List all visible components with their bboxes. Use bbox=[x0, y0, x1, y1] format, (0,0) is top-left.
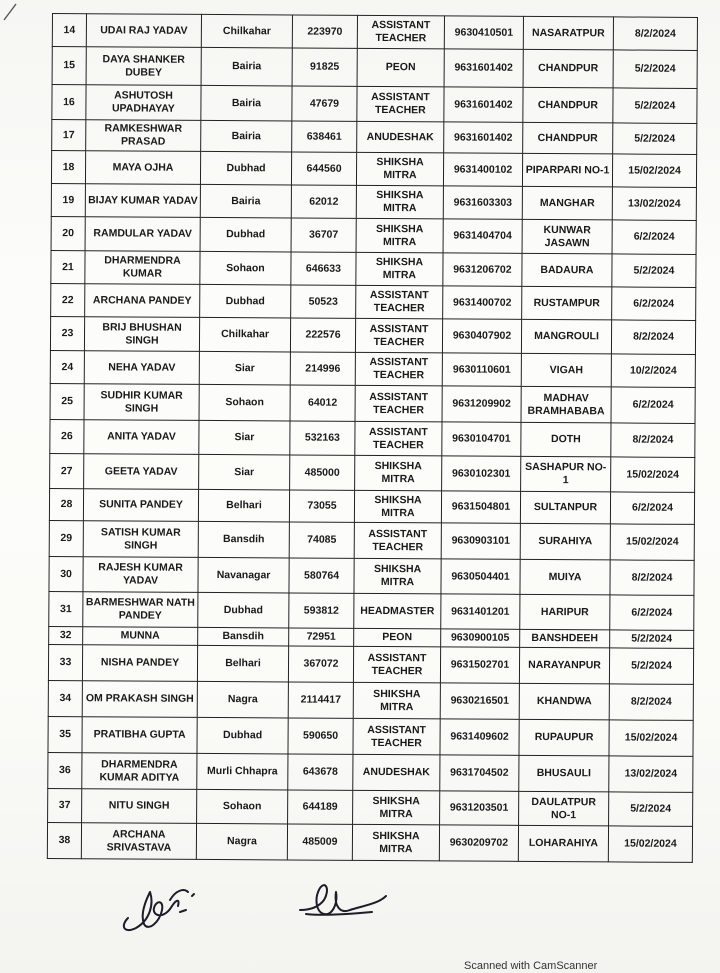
table-row bbox=[49, 591, 694, 630]
corner-pen-mark bbox=[2, 0, 24, 22]
mobile-number-cell: 9631601402 bbox=[444, 122, 523, 153]
school-name-cell: KUNWAR JASAWN bbox=[522, 219, 612, 254]
employee-name-cell: NISHA PANDEY bbox=[82, 645, 197, 682]
block-cell: Dubhad bbox=[197, 717, 288, 754]
block-cell: Murli Chhapra bbox=[197, 753, 288, 790]
date-cell: 10/2/2024 bbox=[611, 354, 695, 388]
post-cell: ANUDESHAK bbox=[357, 121, 444, 153]
block-cell: Chilkahar bbox=[199, 317, 290, 352]
date-cell: 13/02/2024 bbox=[609, 756, 693, 793]
post-cell: ASSISTANT TEACHER bbox=[353, 718, 440, 755]
mobile-number-cell: 9631404704 bbox=[443, 219, 522, 253]
school-name-cell: MANGROULI bbox=[521, 319, 611, 354]
employee-code-cell: 47679 bbox=[292, 86, 357, 121]
employee-code-cell: 590650 bbox=[288, 718, 353, 754]
employee-code-cell: 72951 bbox=[289, 628, 354, 646]
serial-number-cell: 22 bbox=[51, 283, 85, 316]
date-cell: 15/02/2024 bbox=[612, 154, 696, 188]
block-cell: Nagra bbox=[196, 823, 287, 860]
employee-code-cell: 73055 bbox=[289, 490, 354, 522]
table-row bbox=[52, 85, 697, 124]
employee-name-cell: ARCHANA SRIVASTAVA bbox=[81, 823, 196, 860]
employee-code-cell: 62012 bbox=[291, 185, 356, 218]
employee-code-cell: 532163 bbox=[290, 421, 355, 455]
mobile-number-cell: 9631601402 bbox=[444, 87, 523, 122]
employee-code-cell: 223970 bbox=[292, 15, 357, 48]
serial-number-cell: 17 bbox=[52, 120, 86, 151]
date-cell: 15/02/2024 bbox=[608, 826, 692, 863]
block-cell: Bansdih bbox=[198, 627, 289, 646]
serial-number-cell: 37 bbox=[48, 788, 82, 822]
school-name-cell: VIGAH bbox=[521, 353, 611, 387]
school-name-cell: MADHAV BRAMHABABA bbox=[521, 386, 611, 423]
post-cell: ASSISTANT TEACHER bbox=[357, 15, 444, 49]
employee-name-cell: ARCHANA PANDEY bbox=[85, 284, 200, 318]
date-cell: 8/2/2024 bbox=[610, 560, 694, 596]
date-cell: 5/2/2024 bbox=[613, 50, 697, 89]
employee-name-cell: PRATIBHA GUPTA bbox=[82, 717, 197, 754]
mobile-number-cell: 9631502701 bbox=[440, 647, 519, 683]
mobile-number-cell: 9630216501 bbox=[440, 683, 519, 719]
employee-name-cell: DAYA SHANKER DUBEY bbox=[86, 47, 201, 86]
school-name-cell: BHUSAULI bbox=[519, 755, 609, 792]
serial-number-cell: 27 bbox=[50, 453, 84, 488]
serial-number-cell: 32 bbox=[49, 626, 83, 644]
date-cell: 5/2/2024 bbox=[613, 123, 697, 155]
mobile-number-cell: 9631206702 bbox=[443, 253, 522, 286]
serial-number-cell: 33 bbox=[48, 644, 82, 680]
post-cell: ASSISTANT TEACHER bbox=[355, 352, 442, 386]
post-cell: ASSISTANT TEACHER bbox=[353, 646, 440, 683]
employee-code-cell: 638461 bbox=[292, 121, 357, 152]
post-cell: SHIKSHA MITRA bbox=[353, 790, 440, 825]
table-row bbox=[51, 283, 696, 320]
serial-number-cell: 29 bbox=[49, 520, 83, 556]
block-cell: Sohaon bbox=[197, 789, 288, 824]
table-row bbox=[48, 752, 693, 792]
school-name-cell: DAULATPUR NO-1 bbox=[519, 791, 609, 826]
employee-name-cell: MAYA OJHA bbox=[85, 151, 200, 185]
employee-name-cell: OM PRAKASH SINGH bbox=[82, 681, 197, 718]
employee-code-cell: 644560 bbox=[291, 152, 356, 185]
post-cell: SHIKSHA MITRA bbox=[356, 252, 443, 286]
employee-name-cell: BARMESHWAR NATH PANDEY bbox=[83, 592, 198, 628]
table-row bbox=[50, 419, 695, 457]
employee-name-cell: DHARMENDRA KUMAR ADITYA bbox=[82, 753, 197, 790]
mobile-number-cell: 9631504801 bbox=[441, 491, 520, 523]
signatures bbox=[110, 870, 410, 940]
date-cell: 6/2/2024 bbox=[610, 595, 694, 631]
employee-name-cell: UDAI RAJ YADAV bbox=[86, 14, 201, 48]
school-name-cell: LOHARAHIYA bbox=[518, 825, 608, 862]
date-cell: 15/02/2024 bbox=[610, 524, 694, 561]
mobile-number-cell: 9630110601 bbox=[442, 353, 521, 386]
post-cell: SHIKSHA MITRA bbox=[356, 185, 443, 219]
employee-code-cell: 485000 bbox=[290, 455, 355, 490]
table-row bbox=[49, 556, 694, 595]
table-row bbox=[50, 316, 695, 354]
serial-number-cell: 38 bbox=[47, 822, 81, 858]
employee-name-cell: BIJAY KUMAR YADAV bbox=[85, 184, 200, 218]
post-cell: SHIKSHA MITRA bbox=[353, 682, 440, 719]
employee-code-cell: 367072 bbox=[288, 646, 353, 682]
table-row bbox=[47, 822, 692, 862]
post-cell: ASSISTANT TEACHER bbox=[355, 421, 442, 456]
employee-name-cell: RAMKESHWAR PRASAD bbox=[86, 120, 201, 152]
school-name-cell: RUSTAMPUR bbox=[522, 286, 612, 320]
post-cell: SHIKSHA MITRA bbox=[356, 152, 443, 186]
mobile-number-cell: 9630407902 bbox=[442, 319, 521, 353]
serial-number-cell: 30 bbox=[49, 556, 83, 591]
block-cell: Navanagar bbox=[198, 557, 289, 593]
block-cell: Dubhad bbox=[200, 151, 291, 185]
school-name-cell: CHANDPUR bbox=[523, 87, 613, 123]
staff-roster-table bbox=[47, 13, 698, 863]
employee-name-cell: NITU SINGH bbox=[82, 789, 197, 824]
date-cell: 8/2/2024 bbox=[611, 320, 695, 355]
employee-name-cell: BRIJ BHUSHAN SINGH bbox=[84, 317, 199, 352]
block-cell: Siar bbox=[199, 351, 290, 385]
school-name-cell: NASARATPUR bbox=[523, 16, 613, 50]
school-name-cell: NARAYANPUR bbox=[519, 647, 609, 684]
post-cell: ASSISTANT TEACHER bbox=[354, 522, 441, 559]
school-name-cell: CHANDPUR bbox=[523, 49, 613, 88]
post-cell: HEADMASTER bbox=[354, 593, 441, 629]
serial-number-cell: 20 bbox=[51, 216, 85, 250]
table-row bbox=[52, 14, 697, 51]
serial-number-cell: 16 bbox=[52, 85, 86, 120]
post-cell: ANUDESHAK bbox=[353, 754, 440, 791]
employee-code-cell: 485009 bbox=[287, 824, 352, 860]
table-row bbox=[48, 716, 693, 756]
date-cell: 15/02/2024 bbox=[611, 457, 695, 493]
post-cell: SHIKSHA MITRA bbox=[354, 490, 441, 523]
block-cell: Nagra bbox=[197, 681, 288, 718]
date-cell: 5/2/2024 bbox=[610, 630, 694, 649]
employee-code-cell: 74085 bbox=[289, 522, 354, 558]
serial-number-cell: 21 bbox=[51, 250, 85, 283]
date-cell: 6/2/2024 bbox=[611, 387, 695, 424]
serial-number-cell: 14 bbox=[52, 14, 86, 47]
serial-number-cell: 36 bbox=[48, 752, 82, 788]
block-cell: Bairia bbox=[201, 85, 292, 121]
post-cell: ASSISTANT TEACHER bbox=[356, 285, 443, 319]
employee-name-cell: GEETA YADAV bbox=[84, 454, 199, 490]
block-cell: Dubhad bbox=[198, 592, 289, 628]
school-name-cell: SULTANPUR bbox=[520, 491, 610, 524]
employee-code-cell: 646633 bbox=[291, 252, 356, 285]
post-cell: PEON bbox=[354, 628, 441, 647]
school-name-cell: CHANDPUR bbox=[523, 122, 613, 154]
employee-code-cell: 593812 bbox=[289, 593, 354, 628]
post-cell: ASSISTANT TEACHER bbox=[355, 385, 442, 422]
block-cell: Dubhad bbox=[200, 284, 291, 318]
block-cell: Bansdih bbox=[198, 521, 289, 558]
table-row bbox=[48, 680, 693, 720]
serial-number-cell: 34 bbox=[48, 680, 82, 716]
employee-name-cell: DHARMENDRA KUMAR bbox=[85, 251, 200, 285]
block-cell: Bairia bbox=[201, 47, 292, 86]
employee-code-cell: 214996 bbox=[290, 352, 355, 385]
school-name-cell: PIPARPARI NO-1 bbox=[522, 153, 612, 187]
mobile-number-cell: 9630903101 bbox=[441, 523, 520, 559]
block-cell: Bairia bbox=[201, 120, 292, 152]
school-name-cell: BADAURA bbox=[522, 253, 612, 287]
table-row bbox=[51, 216, 696, 254]
block-cell: Dubhad bbox=[200, 217, 291, 252]
employee-code-cell: 50523 bbox=[291, 285, 356, 318]
post-cell: ASSISTANT TEACHER bbox=[355, 318, 442, 353]
school-name-cell: BANSHDEEH bbox=[520, 629, 610, 648]
date-cell: 6/2/2024 bbox=[612, 287, 696, 321]
employee-name-cell: ASHUTOSH UPADHAYAY bbox=[86, 85, 201, 121]
serial-number-cell: 35 bbox=[48, 716, 82, 752]
school-name-cell: MANGHAR bbox=[522, 186, 612, 220]
serial-number-cell: 25 bbox=[50, 383, 84, 419]
date-cell: 5/2/2024 bbox=[613, 88, 697, 124]
signature-right bbox=[300, 885, 386, 915]
employee-code-cell: 222576 bbox=[290, 318, 355, 352]
table-row bbox=[50, 453, 695, 492]
block-cell: Belhari bbox=[197, 645, 288, 682]
scanner-watermark: Scanned with CamScanner bbox=[464, 960, 598, 972]
block-cell: Chilkahar bbox=[201, 14, 292, 48]
employee-name-cell: RAMDULAR YADAV bbox=[85, 217, 200, 252]
table-row bbox=[48, 788, 693, 826]
employee-name-cell: SATISH KUMAR SINGH bbox=[83, 521, 198, 558]
mobile-number-cell: 9631203501 bbox=[440, 791, 519, 825]
date-cell: 5/2/2024 bbox=[609, 648, 693, 685]
table-row bbox=[49, 520, 694, 560]
mobile-number-cell: 9630410501 bbox=[444, 16, 523, 49]
signature-left bbox=[124, 890, 194, 930]
mobile-number-cell: 9630104701 bbox=[442, 422, 521, 456]
block-cell: Bairia bbox=[200, 184, 291, 218]
block-cell: Belhari bbox=[198, 489, 289, 522]
mobile-number-cell: 9630102301 bbox=[442, 456, 521, 491]
date-cell: 5/2/2024 bbox=[609, 792, 693, 827]
post-cell: SHIKSHA MITRA bbox=[356, 218, 443, 253]
serial-number-cell: 24 bbox=[50, 350, 84, 383]
serial-number-cell: 23 bbox=[50, 316, 84, 350]
date-cell: 8/2/2024 bbox=[611, 423, 695, 458]
mobile-number-cell: 9631209902 bbox=[442, 386, 521, 422]
date-cell: 15/02/2024 bbox=[609, 720, 693, 757]
school-name-cell: SASHAPUR NO-1 bbox=[521, 456, 611, 492]
employee-name-cell: NEHA YADAV bbox=[84, 351, 199, 385]
table-row bbox=[51, 250, 696, 287]
mobile-number-cell: 9631601402 bbox=[444, 49, 523, 87]
block-cell: Sohaon bbox=[199, 384, 290, 421]
employee-name-cell: MUNNA bbox=[83, 627, 198, 646]
mobile-number-cell: 9630900105 bbox=[441, 629, 520, 647]
employee-name-cell: SUNITA PANDEY bbox=[83, 489, 198, 522]
block-cell: Siar bbox=[199, 420, 290, 455]
employee-code-cell: 36707 bbox=[291, 218, 356, 252]
employee-name-cell: ANITA YADAV bbox=[84, 420, 199, 455]
employee-code-cell: 644189 bbox=[288, 790, 353, 824]
post-cell: SHIKSHA MITRA bbox=[354, 558, 441, 594]
roster-body bbox=[47, 14, 697, 863]
serial-number-cell: 28 bbox=[49, 488, 83, 520]
mobile-number-cell: 9630504401 bbox=[441, 559, 520, 594]
post-cell: SHIKSHA MITRA bbox=[352, 824, 439, 861]
employee-code-cell: 2114417 bbox=[288, 682, 353, 718]
block-cell: Sohaon bbox=[200, 251, 291, 285]
school-name-cell: DOTH bbox=[521, 422, 611, 457]
serial-number-cell: 26 bbox=[50, 419, 84, 453]
table-row bbox=[49, 488, 694, 524]
mobile-number-cell: 9631401201 bbox=[441, 594, 520, 629]
mobile-number-cell: 9631400102 bbox=[443, 153, 522, 186]
table-row bbox=[52, 120, 697, 155]
employee-code-cell: 580764 bbox=[289, 558, 354, 593]
employee-name-cell: SUDHIR KUMAR SINGH bbox=[84, 384, 199, 421]
school-name-cell: MUIYA bbox=[520, 559, 610, 595]
table-row bbox=[50, 383, 695, 423]
employee-code-cell: 64012 bbox=[290, 385, 355, 421]
date-cell: 5/2/2024 bbox=[612, 254, 696, 288]
block-cell: Siar bbox=[199, 454, 290, 490]
table-row bbox=[51, 183, 696, 220]
table-row bbox=[52, 47, 697, 89]
post-cell: SHIKSHA MITRA bbox=[355, 455, 442, 491]
employee-code-cell: 91825 bbox=[292, 48, 357, 86]
school-name-cell: KHANDWA bbox=[519, 683, 609, 720]
serial-number-cell: 19 bbox=[51, 183, 85, 216]
school-name-cell: RUPAUPUR bbox=[519, 719, 609, 756]
date-cell: 8/2/2024 bbox=[609, 684, 693, 721]
employee-name-cell: RAJESH KUMAR YADAV bbox=[83, 557, 198, 593]
mobile-number-cell: 9631704502 bbox=[440, 755, 519, 791]
serial-number-cell: 31 bbox=[49, 591, 83, 626]
date-cell: 6/2/2024 bbox=[612, 220, 696, 255]
post-cell: ASSISTANT TEACHER bbox=[357, 86, 444, 122]
mobile-number-cell: 9631603303 bbox=[443, 186, 522, 219]
serial-number-cell: 18 bbox=[51, 151, 85, 184]
school-name-cell: HARIPUR bbox=[520, 594, 610, 630]
date-cell: 6/2/2024 bbox=[610, 492, 694, 525]
table-row bbox=[48, 644, 693, 684]
employee-code-cell: 643678 bbox=[288, 754, 353, 790]
serial-number-cell: 15 bbox=[52, 47, 86, 85]
date-cell: 8/2/2024 bbox=[613, 17, 697, 51]
table-row bbox=[50, 350, 695, 387]
date-cell: 13/02/2024 bbox=[612, 187, 696, 221]
mobile-number-cell: 9631400702 bbox=[443, 286, 522, 319]
mobile-number-cell: 9631409602 bbox=[440, 719, 519, 755]
post-cell: PEON bbox=[357, 48, 444, 87]
mobile-number-cell: 9630209702 bbox=[439, 825, 518, 861]
school-name-cell: SURAHIYA bbox=[520, 523, 610, 560]
table-row bbox=[51, 151, 696, 188]
